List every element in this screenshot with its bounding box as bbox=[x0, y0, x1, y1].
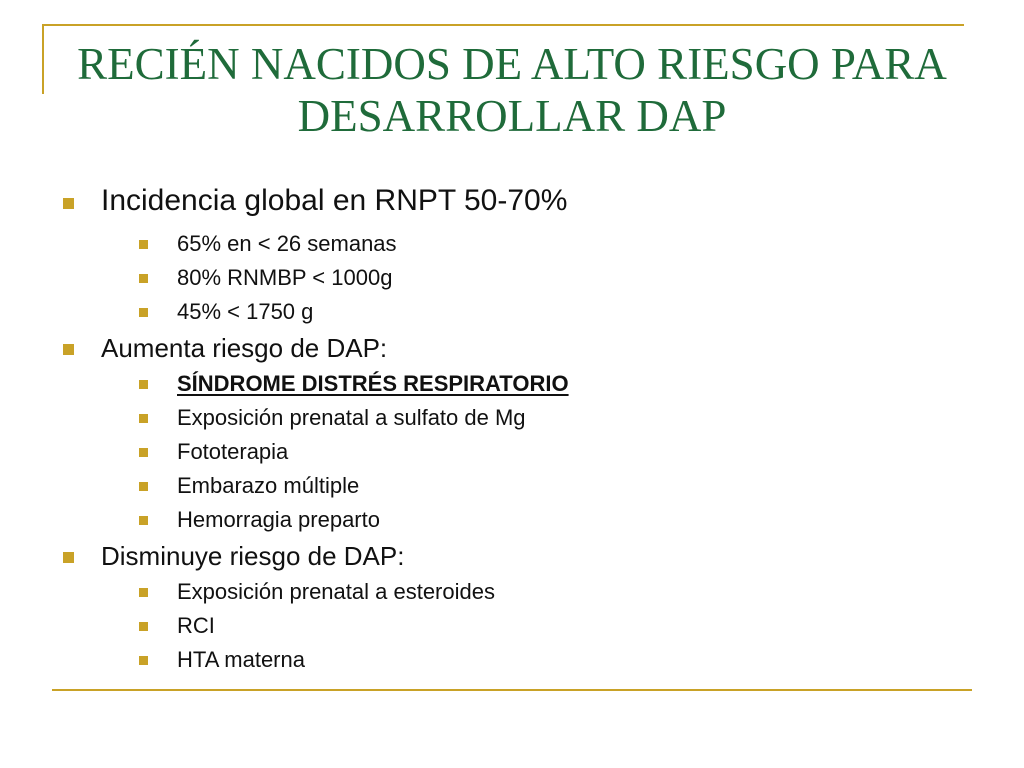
sub-bullet bbox=[0, 647, 1024, 681]
sub-bullet-text: HTA materna bbox=[177, 647, 305, 672]
bullet-aumenta bbox=[0, 333, 1024, 371]
square-bullet-icon bbox=[139, 588, 148, 597]
square-bullet-icon bbox=[139, 380, 148, 389]
sub-bullet-text-emphasis: SÍNDROME DISTRÉS RESPIRATORIO bbox=[177, 371, 569, 396]
sub-bullet-text: 45% < 1750 g bbox=[177, 299, 314, 324]
square-bullet-icon bbox=[139, 482, 148, 491]
sub-bullet-text: Exposición prenatal a esteroides bbox=[177, 579, 495, 604]
square-bullet-icon bbox=[139, 240, 148, 249]
bullet-text: Incidencia global en RNPT 50-70% bbox=[101, 184, 568, 217]
sub-bullet-text: RCI bbox=[177, 613, 215, 638]
sub-bullet-text: Hemorragia preparto bbox=[177, 507, 380, 532]
sub-bullet-text: Fototerapia bbox=[177, 439, 289, 464]
bullet-text: Aumenta riesgo de DAP: bbox=[101, 333, 388, 363]
sub-bullet-text: 80% RNMBP < 1000g bbox=[177, 265, 393, 290]
bullet-disminuye bbox=[0, 541, 1024, 579]
square-bullet-icon bbox=[139, 516, 148, 525]
top-rule bbox=[42, 24, 964, 26]
sub-bullet bbox=[0, 613, 1024, 647]
sub-bullet-text: Embarazo múltiple bbox=[177, 473, 360, 498]
sub-bullet-text: Exposición prenatal a sulfato de Mg bbox=[177, 405, 526, 430]
bullet-list bbox=[0, 183, 1024, 681]
sub-bullet bbox=[0, 265, 1024, 299]
title-line-1: RECIÉN NACIDOS DE ALTO RIESGO PARA bbox=[77, 39, 947, 89]
slide-title bbox=[52, 38, 972, 142]
bullet-incidencia bbox=[0, 183, 1024, 231]
square-bullet-icon bbox=[139, 622, 148, 631]
square-bullet-icon bbox=[139, 656, 148, 665]
square-bullet-icon bbox=[63, 552, 74, 563]
square-bullet-icon bbox=[139, 274, 148, 283]
sub-bullet bbox=[0, 231, 1024, 265]
sub-bullet bbox=[0, 473, 1024, 507]
sub-bullet bbox=[0, 299, 1024, 333]
bottom-rule bbox=[52, 689, 972, 691]
bullet-text: Disminuye riesgo de DAP: bbox=[101, 541, 405, 571]
square-bullet-icon bbox=[63, 198, 74, 209]
square-bullet-icon bbox=[63, 344, 74, 355]
sub-bullet bbox=[0, 405, 1024, 439]
square-bullet-icon bbox=[139, 308, 148, 317]
sub-bullet bbox=[0, 439, 1024, 473]
square-bullet-icon bbox=[139, 414, 148, 423]
sub-bullet-text: 65% en < 26 semanas bbox=[177, 231, 397, 256]
sub-bullet bbox=[0, 579, 1024, 613]
square-bullet-icon bbox=[139, 448, 148, 457]
sub-bullet bbox=[0, 507, 1024, 541]
left-rule bbox=[42, 24, 44, 94]
title-line-2: DESARROLLAR DAP bbox=[297, 91, 727, 141]
sub-bullet bbox=[0, 371, 1024, 405]
